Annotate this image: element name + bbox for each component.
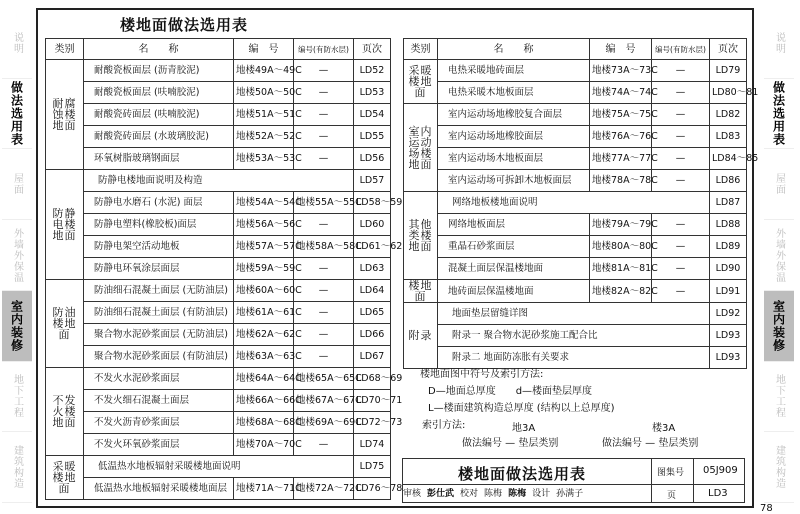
code-waterproof-cell: 地楼69A～69C [294, 412, 354, 434]
code-waterproof-cell: — [652, 126, 710, 148]
name-cell: 重晶石砂浆面层 [438, 236, 590, 258]
table-row [46, 60, 391, 82]
name-cell: 防油细石混凝土面层 (无防油层) [84, 280, 234, 302]
page-cell: LD74 [354, 434, 391, 456]
page-code: LD3 [708, 488, 728, 499]
page-cell: LD92 [710, 303, 747, 325]
sidebar-tab[interactable]: 屋面 [764, 149, 794, 220]
code-waterproof-cell: — [294, 324, 354, 346]
name-cell: 防静电水磨石 (水泥) 面层 [84, 192, 234, 214]
page-cell: LD88 [710, 214, 747, 236]
header-page: 页次 [710, 39, 747, 60]
code-waterproof-cell: 地楼67A～67C [294, 390, 354, 412]
page-cell: LD75 [354, 456, 391, 478]
page-cell: LD93 [710, 347, 747, 369]
review-label: 审核 [403, 489, 422, 499]
header-code-waterproof: 编号(有防水层) [652, 39, 710, 60]
table-row [404, 236, 747, 258]
code-waterproof-cell: 地楼58A～58C [294, 236, 354, 258]
code-waterproof-cell: — [652, 258, 710, 280]
name-cell: 低温热水地板辐射采暖楼地面说明 [84, 456, 354, 478]
atlas-label: 图集号 [657, 468, 685, 478]
code-waterproof-cell: — [652, 60, 710, 82]
name-cell: 防静电环氧涂层面层 [84, 258, 234, 280]
code-waterproof-cell: 地楼55A～55C [294, 192, 354, 214]
name-cell: 不发火水泥砂浆面层 [84, 368, 234, 390]
code-cell: 地楼77A～77C [590, 148, 652, 170]
table-row [46, 170, 391, 192]
page-cell: LD65 [354, 302, 391, 324]
code-cell: 地楼75A～75C [590, 104, 652, 126]
code-cell: 地楼71A～71C [234, 478, 294, 500]
code-cell: 地楼61A～61C [234, 302, 294, 324]
page-cell: LD56 [354, 148, 391, 170]
sidebar-tab[interactable]: 建筑构造 [2, 432, 32, 503]
table-row [404, 258, 747, 280]
table-row [404, 214, 747, 236]
code-cell: 地楼74A～74C [590, 82, 652, 104]
code-cell: 地楼68A～68C [234, 412, 294, 434]
sidebar-tab[interactable]: 说明 [764, 8, 794, 79]
page-label: 页 [667, 491, 677, 501]
name-cell: 不发火细石混凝土面层 [84, 390, 234, 412]
page-cell: LD57 [354, 170, 391, 192]
table-row [46, 126, 391, 148]
page-cell: LD63 [354, 258, 391, 280]
code-waterproof-cell: — [652, 170, 710, 192]
page-title: 楼地面做法选用表 [120, 16, 249, 34]
legend-heading: 楼地面图中符号及索引方法: [420, 369, 544, 380]
table-row [404, 170, 747, 192]
table-row [404, 60, 747, 82]
page-cell: LD82 [710, 104, 747, 126]
code-waterproof-cell: — [294, 126, 354, 148]
name-cell: 防油细石混凝土面层 (有防油层) [84, 302, 234, 324]
name-cell: 环氧树脂玻璃钢面层 [84, 148, 234, 170]
code-waterproof-cell: — [294, 346, 354, 368]
page-cell: LD70～71 [354, 390, 391, 412]
sidebar-tab[interactable]: 建筑构造 [764, 432, 794, 503]
sidebar-tab[interactable]: 室内装修 [2, 291, 32, 362]
page-cell: LD83 [710, 126, 747, 148]
table-row [46, 434, 391, 456]
name-cell: 室内运动场地橡胶面层 [438, 126, 590, 148]
category-cell: 室内运动场楼地面 [404, 104, 438, 192]
code-cell: 地楼76A～76C [590, 126, 652, 148]
index-example-floor-desc: 做法编号 — 垫层类别 [462, 438, 559, 449]
atlas-number: 05J909 [703, 465, 738, 476]
page-cell: LD60 [354, 214, 391, 236]
code-waterproof-cell: — [652, 82, 710, 104]
legend-line-l: L—楼面建筑构造总厚度 (结构以上总厚度) [428, 403, 615, 414]
name-cell: 网络地板面层 [438, 214, 590, 236]
table-row [46, 280, 391, 302]
name-cell: 附录二 地面防冻胀有关要求 [438, 347, 710, 369]
page-cell: LD91 [710, 280, 747, 303]
check-signature: 陈梅 [508, 489, 527, 499]
right-sidebar [764, 8, 794, 503]
code-cell: 地楼82A～82C [590, 280, 652, 303]
code-cell: 地楼59A～59C [234, 258, 294, 280]
table-row [46, 148, 391, 170]
category-cell: 楼地面 [404, 280, 438, 303]
table-row [46, 236, 391, 258]
code-cell: 地楼78A～78C [590, 170, 652, 192]
page-cell: LD52 [354, 60, 391, 82]
code-waterproof-cell: — [652, 104, 710, 126]
table-row [404, 192, 747, 214]
table-row [46, 346, 391, 368]
table-row [46, 302, 391, 324]
code-cell: 地楼52A～52C [234, 126, 294, 148]
header-name: 名 称 [84, 39, 234, 60]
code-waterproof-cell: — [294, 104, 354, 126]
name-cell: 耐酸瓷板面层 (沥青胶泥) [84, 60, 234, 82]
sidebar-tab[interactable]: 地下工程 [2, 362, 32, 433]
page-cell: LD80～81 [710, 82, 747, 104]
page-cell: LD72～73 [354, 412, 391, 434]
code-cell: 地楼63A～63C [234, 346, 294, 368]
page-cell: LD90 [710, 258, 747, 280]
table-row [46, 258, 391, 280]
code-cell: 地楼73A～73C [590, 60, 652, 82]
name-cell: 耐酸瓷砖面层 (呋喃胶泥) [84, 104, 234, 126]
page-cell: LD61～62 [354, 236, 391, 258]
code-waterproof-cell: — [294, 258, 354, 280]
table-row [46, 368, 391, 390]
page-cell: LD76～78 [354, 478, 391, 500]
table-row [404, 104, 747, 126]
sidebar-tab[interactable]: 外墙外保温 [2, 220, 32, 291]
category-cell: 其他类楼地面 [404, 192, 438, 280]
name-cell: 不发火环氧砂浆面层 [84, 434, 234, 456]
table-row [46, 324, 391, 346]
page-cell: LD84～85 [710, 148, 747, 170]
page-cell: LD68～69 [354, 368, 391, 390]
page-cell: LD55 [354, 126, 391, 148]
header-name: 名 称 [438, 39, 590, 60]
header-page: 页次 [354, 39, 391, 60]
code-cell: 地楼53A～53C [234, 148, 294, 170]
sidebar-tab[interactable]: 外墙外保温 [764, 220, 794, 291]
category-cell: 采暖楼地面 [404, 60, 438, 104]
title-block [402, 458, 745, 503]
code-waterproof-cell: — [294, 214, 354, 236]
sidebar-tab[interactable]: 说明 [2, 8, 32, 79]
name-cell: 聚合物水泥砂浆面层 (无防油层) [84, 324, 234, 346]
check-name: 陈梅 [484, 489, 503, 499]
code-waterproof-cell: — [294, 280, 354, 302]
code-waterproof-cell: — [652, 214, 710, 236]
code-waterproof-cell: — [294, 302, 354, 324]
name-cell: 不发火沥青砂浆面层 [84, 412, 234, 434]
design-label: 设计 [532, 489, 551, 499]
page-cell: LD54 [354, 104, 391, 126]
table-row [404, 148, 747, 170]
code-waterproof-cell: — [294, 434, 354, 456]
table-row [46, 214, 391, 236]
code-cell: 地楼60A～60C [234, 280, 294, 302]
code-cell: 地楼80A～80C [590, 236, 652, 258]
code-waterproof-cell: — [294, 148, 354, 170]
name-cell: 耐酸瓷砖面层 (水玻璃胶泥) [84, 126, 234, 148]
code-waterproof-cell: — [652, 148, 710, 170]
sidebar-tab[interactable]: 做法选用表 [764, 79, 794, 150]
page-cell: LD86 [710, 170, 747, 192]
code-cell: 地楼57A～57C [234, 236, 294, 258]
name-cell: 聚合物水泥砂浆面层 (有防油层) [84, 346, 234, 368]
sidebar-tab[interactable]: 地下工程 [764, 362, 794, 433]
sidebar-tab[interactable]: 屋面 [2, 149, 32, 220]
name-cell: 耐酸瓷板面层 (呋喃胶泥) [84, 82, 234, 104]
code-waterproof-cell: 地楼72A～72C [294, 478, 354, 500]
page-cell: LD93 [710, 325, 747, 347]
category-cell: 防静电楼地面 [46, 170, 84, 280]
table-row [404, 280, 747, 303]
page-number: 78 [760, 503, 773, 514]
category-cell: 附录 [404, 303, 438, 369]
code-cell: 地楼54A～54C [234, 192, 294, 214]
review-signature: 彭仕武 [427, 489, 455, 499]
name-cell: 地砖面层保温楼地面 [438, 280, 590, 303]
table-row [46, 456, 391, 478]
category-cell: 防油楼地面 [46, 280, 84, 368]
code-waterproof-cell: 地楼65A～65C [294, 368, 354, 390]
code-cell: 地楼49A～49C [234, 60, 294, 82]
code-cell: 地楼79A～79C [590, 214, 652, 236]
name-cell: 混凝土面层保温楼地面 [438, 258, 590, 280]
check-label: 校对 [460, 489, 479, 499]
index-method-label: 索引方法: [422, 420, 466, 431]
category-cell: 耐腐蚀楼地面 [46, 60, 84, 170]
name-cell: 地面垫层留缝详图 [438, 303, 710, 325]
name-cell: 电热采暖地砖面层 [438, 60, 590, 82]
header-code: 编 号 [234, 39, 294, 60]
code-waterproof-cell: — [294, 60, 354, 82]
page-cell: LD58～59 [354, 192, 391, 214]
code-cell: 地楼70A～70C [234, 434, 294, 456]
table-row [46, 82, 391, 104]
title-block-title: 楼地面做法选用表 [458, 465, 587, 483]
name-cell: 电热采暖木地板面层 [438, 82, 590, 104]
sidebar-tab[interactable]: 室内装修 [764, 291, 794, 362]
code-cell: 地楼50A～50C [234, 82, 294, 104]
table-header-row [46, 39, 391, 60]
table-row [46, 412, 391, 434]
header-category: 类别 [404, 39, 438, 60]
table-row [404, 325, 747, 347]
right-table [403, 38, 759, 369]
table-header-row [404, 39, 747, 60]
table-row [404, 126, 747, 148]
page-cell: LD67 [354, 346, 391, 368]
code-cell: 地楼66A～66C [234, 390, 294, 412]
name-cell: 室内运动场可拆卸木地板面层 [438, 170, 590, 192]
code-cell: 地楼81A～81C [590, 258, 652, 280]
page-cell: LD79 [710, 60, 747, 82]
name-cell: 防静电架空活动地板 [84, 236, 234, 258]
name-cell: 防静电楼地面说明及构造 [84, 170, 354, 192]
category-cell: 不发火楼地面 [46, 368, 84, 456]
code-cell: 地楼62A～62C [234, 324, 294, 346]
legend-line-d: D—地面总厚度 d—楼面垫层厚度 [428, 386, 593, 397]
table-row [46, 104, 391, 126]
sidebar-tab[interactable]: 做法选用表 [2, 79, 32, 150]
index-example-slab: 楼3A [652, 423, 676, 434]
header-code-waterproof: 编号(有防水层) [294, 39, 354, 60]
code-waterproof-cell: — [294, 82, 354, 104]
header-category: 类别 [46, 39, 84, 60]
page-cell: LD66 [354, 324, 391, 346]
table-row [404, 82, 747, 104]
table-row [404, 303, 747, 325]
code-waterproof-cell: — [652, 280, 710, 303]
name-cell: 低温热水地板辐射采暖楼地面层 [84, 478, 234, 500]
page-cell: LD89 [710, 236, 747, 258]
code-waterproof-cell: — [652, 236, 710, 258]
design-name: 孙满子 [556, 489, 584, 499]
index-example-slab-desc: 做法编号 — 垫层类别 [602, 438, 699, 449]
page-cell: LD53 [354, 82, 391, 104]
name-cell: 防静电塑料(橡胶板)面层 [84, 214, 234, 236]
name-cell: 附录一 聚合物水泥砂浆施工配合比 [438, 325, 710, 347]
page-cell: LD64 [354, 280, 391, 302]
code-cell: 地楼64A～64C [234, 368, 294, 390]
code-cell: 地楼51A～51C [234, 104, 294, 126]
left-table [45, 38, 403, 500]
table-row [46, 478, 391, 500]
name-cell: 室内运动场地橡胶复合面层 [438, 104, 590, 126]
table-row [46, 390, 391, 412]
index-example-floor: 地3A [512, 423, 536, 434]
left-sidebar [2, 8, 32, 503]
table-row [46, 192, 391, 214]
name-cell: 网络地板楼地面说明 [438, 192, 710, 214]
code-cell: 地楼56A～56C [234, 214, 294, 236]
category-cell: 采暖楼地面 [46, 456, 84, 500]
page-cell: LD87 [710, 192, 747, 214]
header-code: 编 号 [590, 39, 652, 60]
name-cell: 室内运动场木地板面层 [438, 148, 590, 170]
